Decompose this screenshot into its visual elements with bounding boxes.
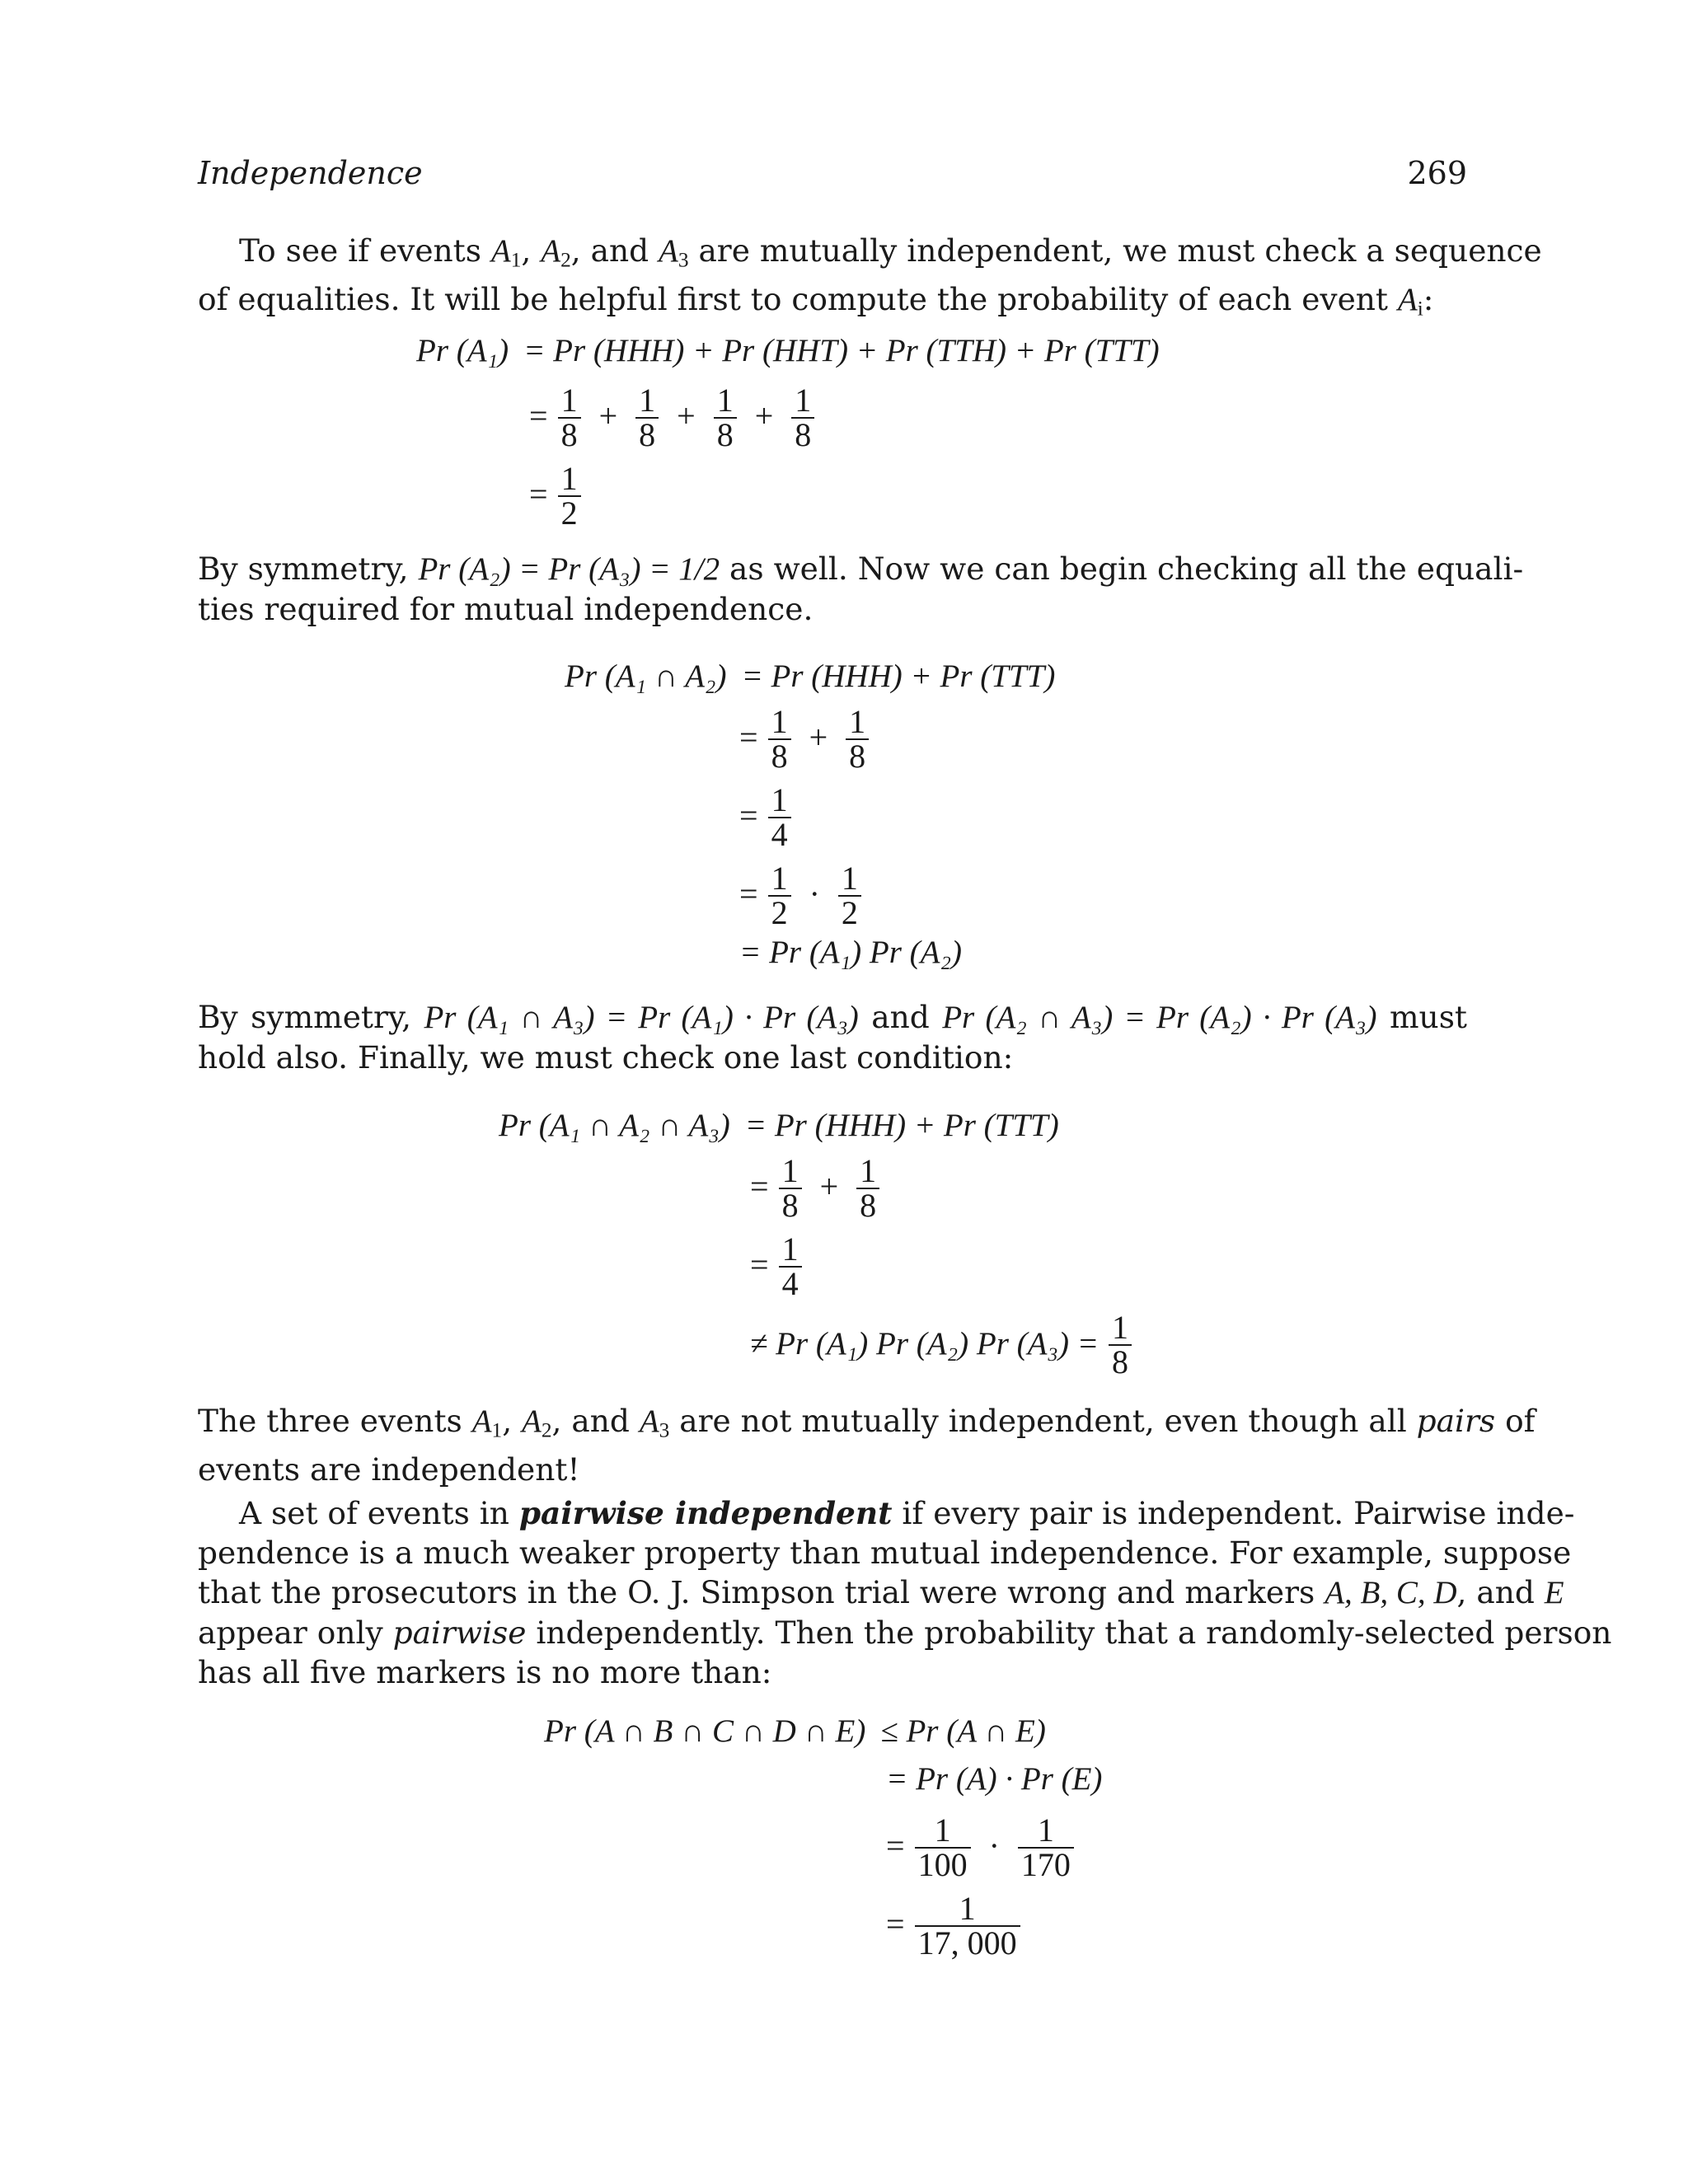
text-line: To see if events $A_1$, $A_2$, and $A_3$ are mutually independent, we must check a sequence: [239, 232, 1542, 272]
text-line: By symmetry, Pr (A₁ ∩ A₃) = Pr (A₁) · Pr (A₃) and Pr (A₂ ∩ A₃) = Pr (A₂) · Pr (A₃) must: [198, 999, 1468, 1035]
section-title: Independence: [198, 155, 423, 191]
text-line: The three events $A_1$, $A_2$, and $A_3$ are not mutually independent, even though all pairs of: [198, 1403, 1536, 1442]
paragraph-symmetry-1: [198, 549, 1524, 629]
equation-row: = $\frac{1}{8}$ + $\frac{1}{8}$ + $\frac{1}{8}$ + $\frac{1}{8}$: [529, 379, 816, 453]
equation-row: = Pr (A) · Pr (E): [886, 1761, 1103, 1797]
paragraph-symmetry-2: [198, 997, 1467, 1077]
defined-term: pairwise independent: [518, 1495, 893, 1531]
equation-row: [416, 330, 1160, 371]
text-line: events are independent!: [198, 1451, 580, 1488]
running-header: [198, 155, 1467, 196]
text-line: that the prosecutors in the O. J. Simpson trial were wrong and markers A, B, C, D, and E: [198, 1574, 1564, 1610]
equation-row: Pr (A₁ ∩ A₂ ∩ A₃) = Pr (HHH) + Pr (TTT): [499, 1108, 1059, 1143]
equation-five-markers: [544, 1710, 1286, 1982]
text-line: of equalities. It will be helpful first to compute the probability of each event $A_i$:: [198, 281, 1434, 321]
equation-lhs: Pr (A₁): [416, 333, 509, 368]
paragraph-conclusion: [198, 1401, 1536, 1489]
page-number: 269: [1407, 155, 1467, 191]
equation-row: = $\frac{1}{4}$: [739, 779, 793, 853]
equation-row: = Pr (A₁) Pr (A₂): [739, 935, 963, 970]
equation-row: = $\frac{1}{4}$: [750, 1228, 804, 1302]
equation-row: Pr (A ∩ B ∩ C ∩ D ∩ E) ≤ Pr (A ∩ E): [544, 1713, 1046, 1749]
equation-rhs: = Pr (HHH) + Pr (HHT) + Pr (TTH) + Pr (TTT): [523, 333, 1160, 368]
text-line: pendence is a much weaker property than mutual independence. For example, suppose: [198, 1535, 1572, 1571]
equation-row: = $\frac{1}{2}$ · $\frac{1}{2}$: [739, 857, 863, 931]
equation-row: = $\frac{1}{8}$ + $\frac{1}{8}$: [739, 701, 870, 775]
text-line: A set of events in pairwise independent if every pair is independent. Pairwise inde-: [239, 1495, 1575, 1531]
equation-row: Pr (A₁ ∩ A₂) = Pr (HHH) + Pr (TTT): [565, 658, 1056, 694]
equation-row: = $\frac{1}{2}$: [529, 457, 583, 532]
text-line: appear only pairwise independently. Then the probability that a randomly-selected person: [198, 1615, 1612, 1651]
equation-pr-a1: [416, 330, 1323, 536]
paragraph-pairwise: [198, 1493, 1612, 1692]
equation-row: = $\frac{1}{8}$ + $\frac{1}{8}$: [750, 1150, 881, 1224]
equation-row: = $\frac{1}{17, 000}$: [886, 1887, 1022, 1961]
equation-row: = $\frac{1}{100}$ · $\frac{1}{170}$: [886, 1809, 1076, 1883]
equation-pr-a1-a2: [565, 655, 1224, 985]
text-line: ties required for mutual independence.: [198, 591, 814, 627]
equation-row: ≠ Pr (A₁) Pr (A₂) Pr (A₃) = $\frac{1}{8}$: [750, 1306, 1133, 1380]
text-line: hold also. Finally, we must check one last condition:: [198, 1039, 1014, 1076]
equation-pr-a1-a2-a3: [499, 1104, 1240, 1385]
paragraph-intro: [198, 231, 1542, 329]
text-line: By symmetry, Pr (A₂) = Pr (A₃) = 1/2 as well. Now we can begin checking all the equali-: [198, 551, 1524, 587]
text-line: has all five markers is no more than:: [198, 1654, 772, 1690]
